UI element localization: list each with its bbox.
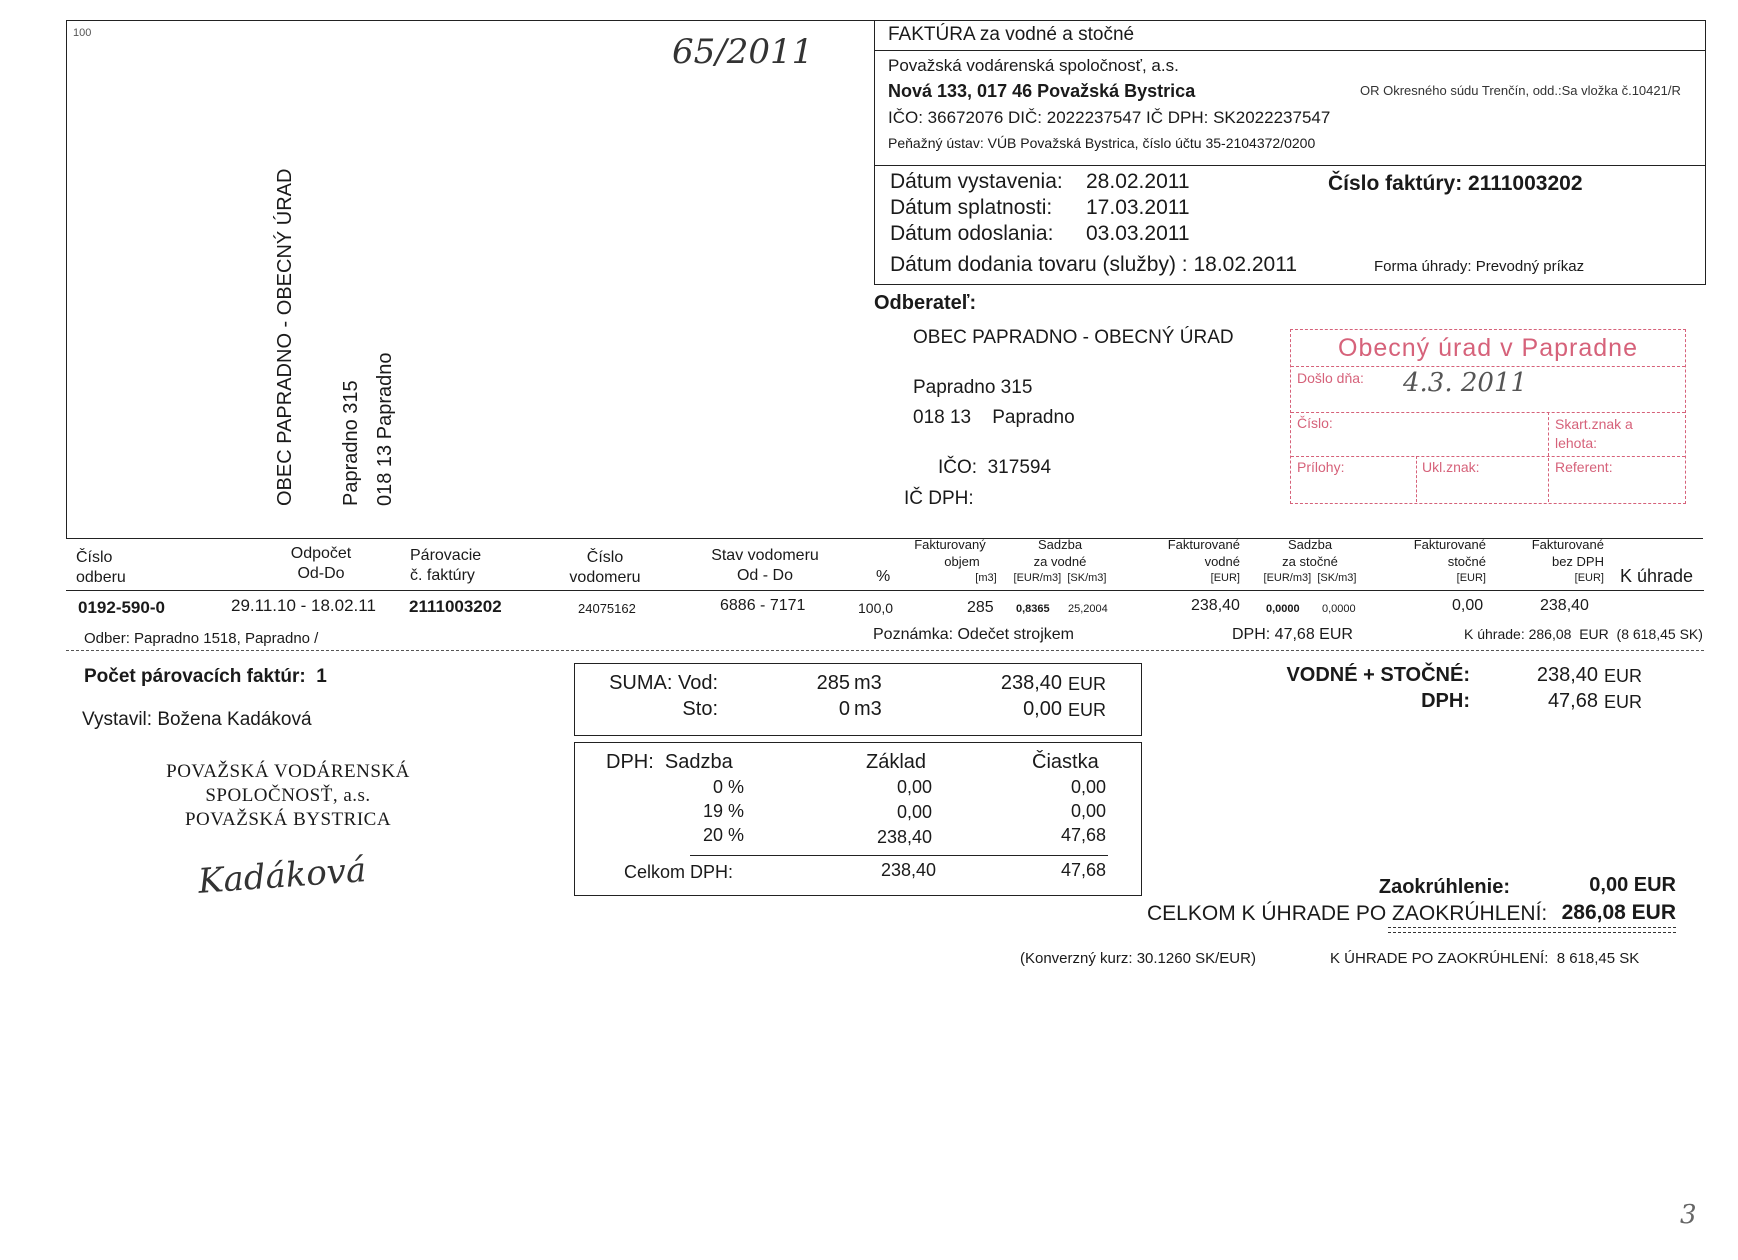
col-k-uhrade: K úhrade (1620, 566, 1694, 586)
stamp-title: Obecný úrad v Papradne (1291, 330, 1685, 367)
stamp-received-date: 4.3. 2011 (1403, 368, 1528, 398)
stamp-vline (1548, 412, 1549, 502)
suma-sto-unit: m3 (854, 698, 882, 720)
dph-total-label: Celkom DPH: (624, 862, 734, 882)
company-stamp-l3: POVAŽSKÁ BYSTRICA (184, 809, 392, 830)
col-bez-dph-l2: bez DPH (1551, 554, 1604, 569)
sent-date: 03.03.2011 (1086, 222, 1190, 245)
col-sadzba-vodne-sk: [SK/m3] (1067, 572, 1107, 584)
col-vodne-l2: vodné (1204, 554, 1240, 569)
col-odpocet (266, 544, 376, 584)
company-stamp-l1: POVAŽSKÁ VODÁRENSKÁ (166, 761, 410, 782)
suma-sto-label: Sto: (682, 698, 718, 720)
vodne-stocne-value: 238,40 (1536, 664, 1598, 686)
col-vodomer-l1: Číslo (586, 549, 624, 566)
col-vodomer-l2: vodomeru (569, 569, 641, 586)
col-sadzba-vodne-l3 (1000, 570, 1120, 587)
vertical-address-name: OBEC PAPRADNO - OBECNÝ ÚRAD (274, 168, 296, 506)
top-rule (66, 20, 874, 21)
col-pct: % (876, 568, 891, 585)
dph-amount-1: 0,00 (1070, 777, 1106, 797)
zaokruhlenie-label: Zaokrúhlenie: (1378, 876, 1510, 898)
company-ids: IČO: 36672076 DIČ: 2022237547 IČ DPH: SK2022237547 (888, 108, 1331, 127)
vertical-address-street: Papradno 315 (340, 380, 362, 506)
col-sadzba-stocne-l2: za stočné (1282, 554, 1338, 569)
suma-sto-m3: 0 (838, 698, 850, 720)
suma-vod-eur: 238,40 (1000, 672, 1062, 694)
row-sadzba-sk: 25,2004 (1068, 603, 1108, 615)
sub-dph: DPH: 47,68 EUR (1232, 626, 1353, 643)
col-sadzba-stocne-l3 (1250, 570, 1370, 587)
col-stocne-l2: stočné (1447, 554, 1486, 569)
stamp-number-label: Číslo: (1297, 415, 1333, 431)
dph-header-zaklad: Základ (866, 751, 927, 773)
col-parovacie-l2: č. faktúry (410, 567, 475, 584)
vertical-address-city: 018 13 Papradno (374, 352, 396, 506)
invoice-title: FAKTÚRA za vodné a stočné (888, 24, 1135, 45)
issued-label: Dátum vystavenia: (890, 170, 1063, 193)
company-name: Považská vodárenská spoločnosť, a.s. (888, 56, 1179, 75)
document-number: 100 (73, 27, 92, 39)
col-sadzba-stocne-eur: [EUR/m3] (1263, 572, 1312, 584)
dph-total-rule (690, 855, 1108, 856)
dph-total-base: 238,40 (880, 860, 936, 880)
customer-city: 018 13 Papradno (913, 407, 1075, 428)
col-objem-l3: [m3] (975, 572, 997, 584)
due-label: Dátum splatnosti: (890, 196, 1053, 219)
col-vodne-l1: Fakturované (1167, 537, 1240, 552)
sub-odber: Odber: Papradno 1518, Papradno / (84, 630, 319, 647)
handwritten-reference: 65/2011 (672, 32, 814, 72)
received-stamp (1290, 329, 1686, 504)
vodne-stocne-currency: EUR (1604, 666, 1643, 686)
row-vodne: 238,40 (1191, 597, 1240, 614)
row-odpocet: 29.11.10 - 18.02.11 (231, 596, 376, 615)
celkom-label: CELKOM K ÚHRADE PO ZAOKRÚHLENÍ: (1147, 902, 1548, 925)
celkom-value: 286,08 EUR (1561, 901, 1676, 924)
stamp-referent-label: Referent: (1555, 459, 1613, 475)
conversion-rate: (Konverzný kurz: 30.1260 SK/EUR) (1020, 950, 1256, 967)
company-stamp (130, 760, 446, 832)
dph-amount-3: 47,68 (1060, 825, 1106, 845)
delivery-date: Dátum dodania tovaru (služby) : 18.02.2011 (890, 253, 1298, 276)
vystavil: Vystavil: Božena Kadáková (82, 709, 312, 730)
col-bez-dph-l3: [EUR] (1574, 572, 1604, 584)
customer-icdph: IČ DPH: (904, 488, 974, 509)
stamp-vline-2 (1416, 456, 1417, 502)
dph-total-right-label: DPH: (1421, 690, 1470, 712)
vodne-stocne-label: VODNÉ + STOČNÉ: (1286, 664, 1470, 686)
col-stocne (1390, 536, 1486, 587)
col-stav-l2: Od - Do (736, 567, 793, 584)
col-stav (700, 546, 830, 586)
row-stocne: 0,00 (1452, 597, 1484, 614)
dph-rate-1: 0 % (712, 777, 744, 797)
total-sk: K ÚHRADE PO ZAOKRÚHLENÍ: 8 618,45 SK (1330, 950, 1640, 967)
col-cislo-l1: Číslo (76, 549, 113, 566)
celkom-double-rule (1388, 927, 1676, 933)
col-odpocet-l2: Od-Do (297, 565, 345, 582)
sub-k-uhrade: K úhrade: 286,08 EUR (8 618,45 SK) (1464, 626, 1703, 642)
stamp-received-label: Došlo dňa: (1297, 370, 1364, 386)
invoice-number: Číslo faktúry: 2111003202 (1328, 172, 1583, 195)
stamp-attachments-label: Prílohy: (1297, 459, 1345, 475)
row-objem: 285 (967, 599, 994, 616)
suma-vod-currency: EUR (1068, 674, 1107, 694)
dph-base-3: 238,40 (876, 827, 932, 847)
company-registry: OR Okresného súdu Trenčín, odd.:Sa vložka č.10421/R (1360, 83, 1681, 98)
row-stocne-eur: 0,0000 (1266, 603, 1300, 615)
stamp-skart-label: Skart.znak a lehota: (1555, 416, 1633, 451)
pocet-faktur: Počet párovacích faktúr: 1 (84, 666, 327, 687)
stamp-divider-2 (1291, 456, 1685, 457)
due-date: 17.03.2011 (1086, 196, 1190, 219)
col-stocne-l3: [EUR] (1456, 572, 1486, 584)
dph-total-right-value: 47,68 (1547, 690, 1598, 712)
col-stocne-l1: Fakturované (1413, 537, 1486, 552)
company-stamp-l2: SPOLOČNOSŤ, a.s. (205, 785, 371, 806)
row-odber: 0192-590-0 (78, 598, 165, 617)
table-bottom-rule (66, 650, 1704, 651)
company-bank: Peňažný ústav: VÚB Považská Bystrica, číslo účtu 35-2104372/0200 (888, 135, 1316, 151)
dph-header-ciastka: Čiastka (1032, 751, 1099, 773)
col-sadzba-stocne-sk: [SK/m3] (1317, 572, 1357, 584)
col-objem-l2: objem (944, 554, 980, 569)
col-sadzba-stocne-l1: Sadzba (1287, 537, 1333, 552)
dph-total-amount: 47,68 (1060, 860, 1106, 880)
col-vodne (1140, 536, 1240, 587)
col-sadzba-stocne (1250, 536, 1370, 587)
dph-base-2: 0,00 (896, 802, 932, 822)
col-sadzba-vodne (1000, 536, 1120, 587)
row-stocne-sk: 0,0000 (1322, 603, 1356, 615)
suma-vod-label: SUMA: Vod: (609, 672, 718, 694)
customer-name: OBEC PAPRADNO - OBECNÝ ÚRAD (913, 327, 1234, 348)
zaokruhlenie-value: 0,00 EUR (1589, 874, 1676, 896)
row-vodomer: 24075162 (578, 601, 636, 616)
customer-ico: IČO: 317594 (938, 457, 1052, 478)
col-vodomer (560, 548, 650, 588)
col-cislo (76, 548, 126, 588)
sent-label: Dátum odoslania: (890, 222, 1054, 245)
dph-header-sadzba: DPH: Sadzba (606, 751, 733, 773)
payment-method: Forma úhrady: Prevodný príkaz (1374, 258, 1585, 275)
dph-rate-3: 20 % (702, 825, 744, 845)
col-parovacie (410, 546, 481, 586)
row-bez-dph: 238,40 (1540, 597, 1589, 614)
stamp-ukl-label: Ukl.znak: (1422, 459, 1480, 475)
company-address: Nová 133, 017 46 Považská Bystrica (888, 81, 1196, 101)
dph-amount-2: 0,00 (1070, 801, 1106, 821)
suma-vod-m3: 285 (816, 672, 850, 694)
col-vodne-l3: [EUR] (1210, 572, 1240, 584)
dph-total-right-currency: EUR (1604, 692, 1643, 712)
col-cislo-l2: odberu (76, 569, 126, 586)
page-mark: 3 (1680, 1200, 1697, 1230)
table-header-rule (66, 590, 1704, 591)
stamp-divider (1291, 412, 1685, 413)
sub-poznamka: Poznámka: Odečet strojkem (873, 626, 1074, 643)
row-parovacie: 2111003202 (409, 597, 502, 616)
suma-vod-unit: m3 (854, 672, 882, 694)
customer-street: Papradno 315 (913, 377, 1033, 398)
col-bez-dph (1500, 536, 1604, 587)
col-odpocet-l1: Odpočet (290, 545, 352, 562)
title-rule (874, 50, 1706, 51)
col-objem (900, 536, 1000, 587)
col-sadzba-vodne-l1: Sadzba (1037, 537, 1083, 552)
col-stav-l1: Stav vodomeru (711, 547, 819, 564)
col-objem-l1: Fakturovaný (914, 537, 986, 552)
col-sadzba-vodne-eur: [EUR/m3] (1013, 572, 1062, 584)
row-sadzba-eur: 0,8365 (1016, 603, 1050, 615)
row-stav: 6886 - 7171 (720, 597, 806, 614)
dph-base-1: 0,00 (896, 777, 932, 797)
suma-sto-currency: EUR (1068, 700, 1107, 720)
customer-label: Odberateľ: (874, 292, 977, 314)
dph-rate-2: 19 % (702, 801, 744, 821)
col-sadzba-vodne-l2: za vodné (1033, 554, 1087, 569)
suma-sto-eur: 0,00 (1023, 698, 1062, 720)
col-parovacie-l1: Párovacie (410, 547, 482, 564)
signature: Kadáková (196, 850, 368, 902)
issued-date: 28.02.2011 (1086, 170, 1190, 193)
row-pct: 100,0 (858, 600, 894, 616)
col-bez-dph-l1: Fakturované (1531, 537, 1604, 552)
